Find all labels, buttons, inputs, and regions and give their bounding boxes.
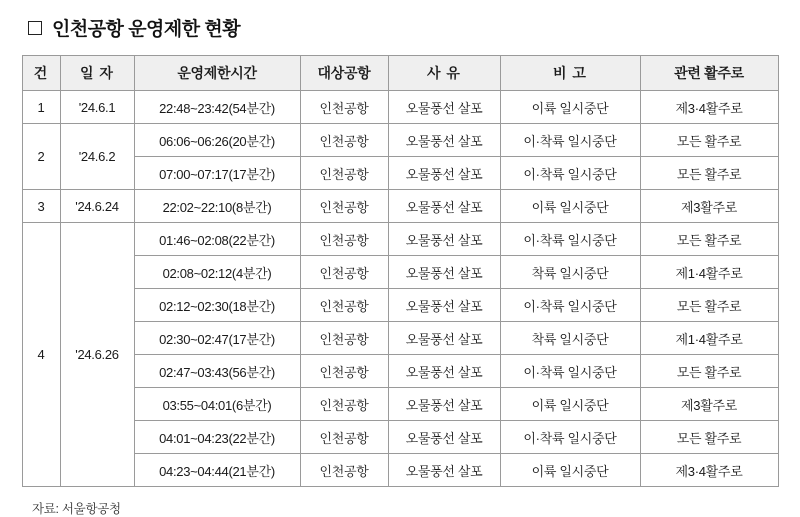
cell-note: 이·착륙 일시중단 (500, 355, 640, 388)
cell-airport: 인천공항 (300, 256, 388, 289)
cell-runway: 모든 활주로 (640, 157, 778, 190)
cell-runway: 모든 활주로 (640, 124, 778, 157)
table-row (22, 91, 778, 124)
column-header-no: 건 (22, 56, 60, 91)
cell-runway: 제1·4활주로 (640, 322, 778, 355)
cell-note: 이륙 일시중단 (500, 454, 640, 487)
table-row (22, 454, 778, 487)
cell-airport: 인천공항 (300, 223, 388, 256)
cell-airport: 인천공항 (300, 388, 388, 421)
cell-runway: 모든 활주로 (640, 223, 778, 256)
cell-time: 02:08~02:12(4분간) (134, 256, 300, 289)
cell-reason: 오물풍선 살포 (388, 322, 500, 355)
cell-time: 06:06~06:26(20분간) (134, 124, 300, 157)
cell-no: 3 (22, 190, 60, 223)
cell-note: 이륙 일시중단 (500, 91, 640, 124)
table-body (22, 91, 778, 487)
column-header-time: 운영제한시간 (134, 56, 300, 91)
cell-runway: 제3·4활주로 (640, 91, 778, 124)
table-row (22, 124, 778, 157)
cell-note: 이·착륙 일시중단 (500, 289, 640, 322)
cell-note: 이·착륙 일시중단 (500, 223, 640, 256)
cell-reason: 오물풍선 살포 (388, 355, 500, 388)
table-row (22, 157, 778, 190)
cell-time: 22:48~23:42(54분간) (134, 91, 300, 124)
table-row (22, 289, 778, 322)
cell-airport: 인천공항 (300, 355, 388, 388)
cell-reason: 오물풍선 살포 (388, 256, 500, 289)
cell-reason: 오물풍선 살포 (388, 388, 500, 421)
cell-runway: 제3·4활주로 (640, 454, 778, 487)
cell-time: 02:12~02:30(18분간) (134, 289, 300, 322)
page-title (28, 14, 786, 41)
page-title-text: 인천공항 운영제한 현황 (52, 19, 241, 40)
cell-reason: 오물풍선 살포 (388, 454, 500, 487)
cell-reason: 오물풍선 살포 (388, 223, 500, 256)
table-row (22, 388, 778, 421)
cell-note: 이륙 일시중단 (500, 190, 640, 223)
cell-time: 22:02~22:10(8분간) (134, 190, 300, 223)
column-header-date: 일 자 (60, 56, 134, 91)
table-header (22, 56, 778, 91)
cell-runway: 제3활주로 (640, 190, 778, 223)
table-row (22, 355, 778, 388)
cell-reason: 오물풍선 살포 (388, 91, 500, 124)
cell-no: 4 (22, 223, 60, 487)
cell-reason: 오물풍선 살포 (388, 157, 500, 190)
cell-airport: 인천공항 (300, 454, 388, 487)
column-header-airport: 대상공항 (300, 56, 388, 91)
cell-date: '24.6.2 (60, 124, 134, 190)
table-row (22, 223, 778, 256)
cell-time: 02:30~02:47(17분간) (134, 322, 300, 355)
operation-restriction-table (22, 55, 779, 487)
cell-airport: 인천공항 (300, 289, 388, 322)
table-row (22, 322, 778, 355)
table-row (22, 256, 778, 289)
cell-no: 2 (22, 124, 60, 190)
cell-note: 이·착륙 일시중단 (500, 421, 640, 454)
cell-airport: 인천공항 (300, 421, 388, 454)
cell-time: 03:55~04:01(6분간) (134, 388, 300, 421)
table-row (22, 421, 778, 454)
cell-runway: 제3활주로 (640, 388, 778, 421)
cell-note: 이·착륙 일시중단 (500, 157, 640, 190)
cell-airport: 인천공항 (300, 124, 388, 157)
cell-note: 이륙 일시중단 (500, 388, 640, 421)
cell-reason: 오물풍선 살포 (388, 124, 500, 157)
cell-runway: 제1·4활주로 (640, 256, 778, 289)
cell-airport: 인천공항 (300, 157, 388, 190)
cell-note: 착륙 일시중단 (500, 322, 640, 355)
cell-time: 07:00~07:17(17분간) (134, 157, 300, 190)
cell-reason: 오물풍선 살포 (388, 289, 500, 322)
column-header-reason: 사 유 (388, 56, 500, 91)
column-header-runway: 관련 활주로 (640, 56, 778, 91)
cell-time: 04:23~04:44(21분간) (134, 454, 300, 487)
cell-time: 04:01~04:23(22분간) (134, 421, 300, 454)
cell-reason: 오물풍선 살포 (388, 190, 500, 223)
cell-reason: 오물풍선 살포 (388, 421, 500, 454)
cell-time: 02:47~03:43(56분간) (134, 355, 300, 388)
source-note: 자료: 서울항공청 (32, 502, 121, 516)
cell-note: 이·착륙 일시중단 (500, 124, 640, 157)
cell-runway: 모든 활주로 (640, 355, 778, 388)
cell-runway: 모든 활주로 (640, 289, 778, 322)
cell-date: '24.6.26 (60, 223, 134, 487)
cell-note: 착륙 일시중단 (500, 256, 640, 289)
cell-time: 01:46~02:08(22분간) (134, 223, 300, 256)
cell-airport: 인천공항 (300, 322, 388, 355)
cell-runway: 모든 활주로 (640, 421, 778, 454)
column-header-note: 비 고 (500, 56, 640, 91)
table-header-row (22, 56, 778, 91)
table-row (22, 190, 778, 223)
cell-no: 1 (22, 91, 60, 124)
cell-date: '24.6.24 (60, 190, 134, 223)
cell-date: '24.6.1 (60, 91, 134, 124)
cell-airport: 인천공항 (300, 91, 388, 124)
square-outline-icon (28, 21, 42, 35)
cell-airport: 인천공항 (300, 190, 388, 223)
